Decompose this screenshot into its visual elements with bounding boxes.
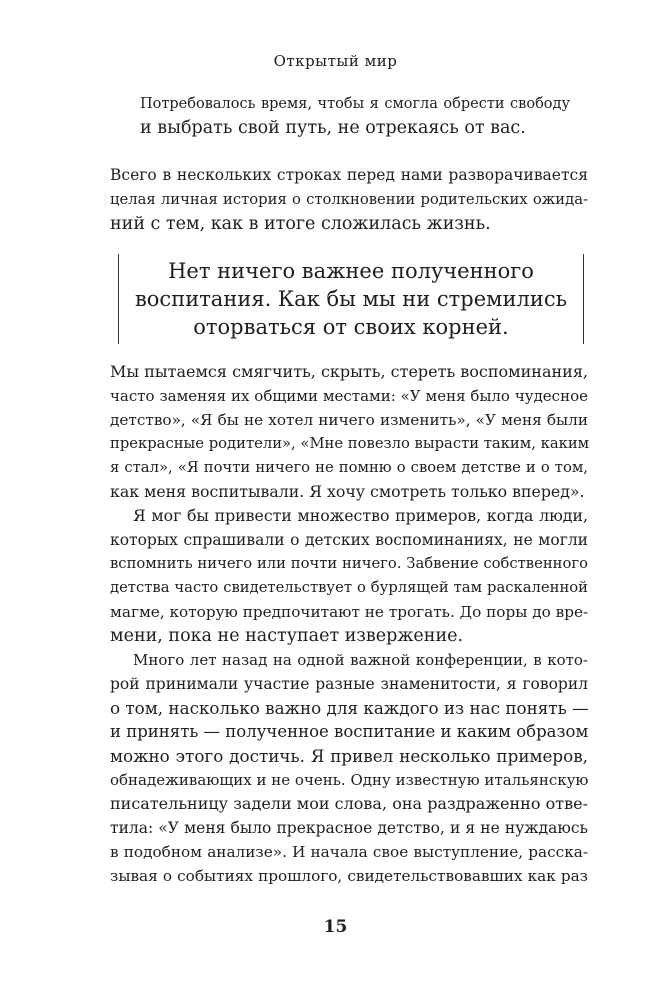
text-line: Я мог бы привести множество примеров, когда люди, bbox=[133, 506, 588, 525]
text-line: я стал», «Я почти ничего не помню о своем детстве и о том, bbox=[110, 459, 588, 476]
text-line: целая личная история о столкновении родительских ожида- bbox=[110, 191, 588, 208]
page-number: 15 bbox=[323, 917, 348, 937]
text-line: детства часто свидетельствует о бурлящей там раскаленной bbox=[110, 579, 588, 596]
text-line: зывая о событиях прошлого, свидетельствовавших как раз bbox=[110, 867, 588, 885]
text-line: часто заменяя их общими местами: «У меня было чудесное bbox=[110, 387, 588, 405]
text-line: которых спрашивали о детских воспоминаниях, не могли bbox=[110, 531, 588, 549]
pull-quote bbox=[118, 254, 584, 344]
text-line: писательницу задели мои слова, она раздраженно отве- bbox=[110, 794, 588, 813]
text-line: детство», «Я бы не хотел ничего изменить», «У меня были bbox=[110, 411, 588, 429]
text-line: в подобном анализе». И начала свое выступление, расска- bbox=[110, 843, 588, 861]
text-line: Всего в нескольких строках перед нами разворачивается bbox=[110, 166, 588, 184]
text-line: рой принимали участие разные знаменитости, я говорил bbox=[110, 675, 588, 693]
text-line: магме, которую предпочитают не трогать. До поры до вре- bbox=[110, 603, 589, 621]
epigraph-line: Потребовалось время, чтобы я смогла обрести свободу bbox=[140, 96, 570, 112]
epigraph-line: и выбрать свой путь, не отрекаясь от вас. bbox=[140, 118, 526, 138]
text-line: вспомнить ничего или почти ничего. Забвение собственного bbox=[110, 555, 588, 572]
pull-quote-line: оторваться от своих корней. bbox=[193, 315, 509, 339]
text-line: о том, насколько важно для каждого из нас понять — bbox=[110, 698, 589, 718]
text-line: ний с тем, как в итоге сложилась жизнь. bbox=[110, 214, 491, 234]
pull-quote-line: воспитания. Как бы мы ни стремились bbox=[134, 287, 568, 311]
text-line: и принять — полученное воспитание и каким образом bbox=[110, 722, 589, 741]
pull-quote-line: Нет ничего важнее полученного bbox=[168, 259, 534, 283]
text-line: обнадеживающих и не очень. Одну известную итальянскую bbox=[110, 771, 589, 789]
text-line: можно этого достичь. Я привел несколько примеров, bbox=[110, 746, 588, 766]
text-line: прекрасные родители», «Мне повезло вырасти таким, каким bbox=[110, 435, 590, 452]
text-line: мени, пока не наступает извержение. bbox=[110, 626, 464, 646]
text-line: как меня воспитывали. Я хочу смотреть только вперед». bbox=[110, 482, 585, 501]
text-line: тила: «У меня было прекрасное детство, и я не нуждаюсь bbox=[110, 819, 588, 837]
text-line: Мы пытаемся смягчить, скрыть, стереть воспоминания, bbox=[110, 362, 588, 381]
text-line: Много лет назад на одной важной конференции, в кото- bbox=[133, 651, 588, 669]
running-head: Открытый мир bbox=[273, 52, 398, 70]
